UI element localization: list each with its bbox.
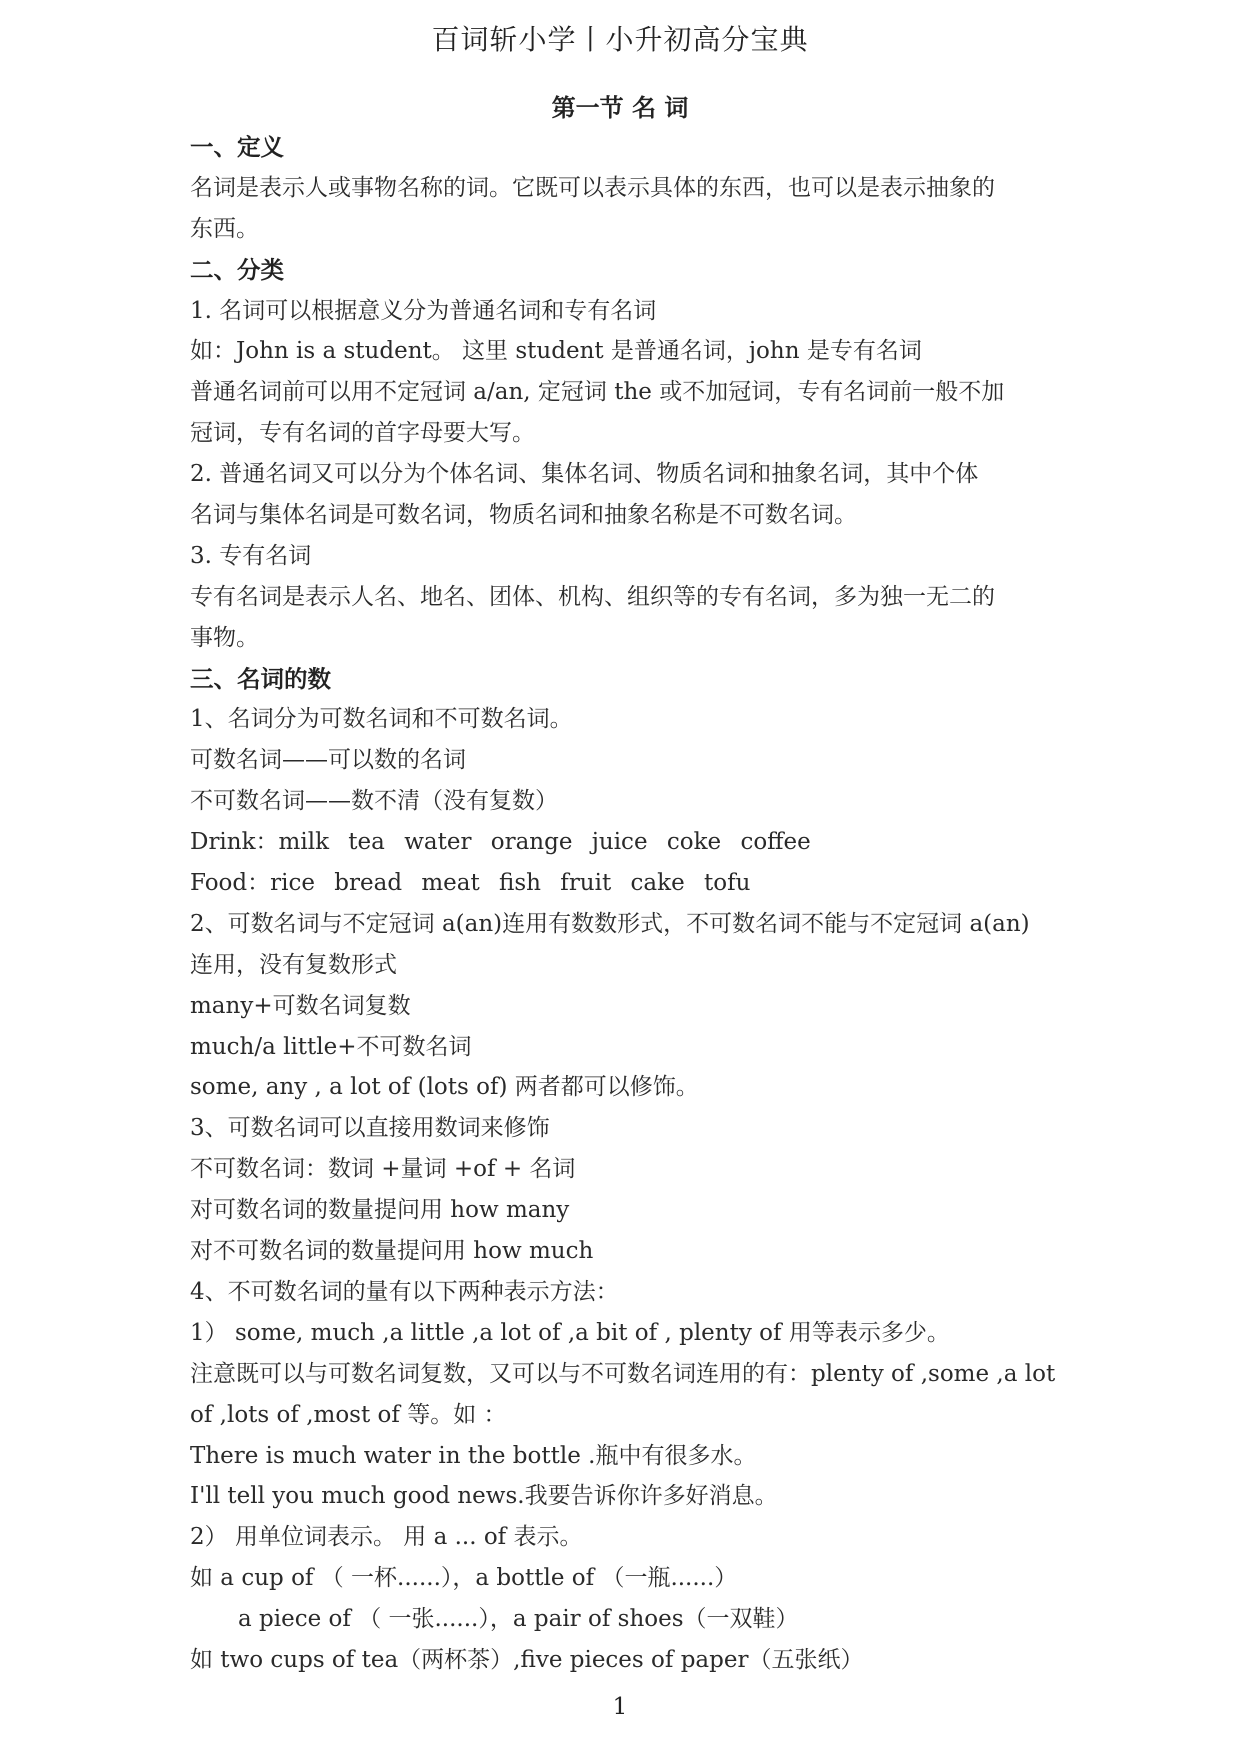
document-body [190, 127, 1062, 1681]
food-examples: Food：rice bread meat fish fruit cake tofu [190, 870, 751, 897]
paragraph-line: of ,lots of ,most of 等。如 ： [190, 1401, 507, 1428]
paragraph-line: 如：John is a student。 这里 student 是普通名词，john 是专有名词 [190, 338, 922, 365]
heading-classification: 二、分类 [190, 255, 284, 284]
heading-definition: 一、定义 [190, 133, 284, 161]
paragraph-line: 不可数名词——数不清（没有复数） [190, 788, 558, 815]
example-sentence: There is much water in the bottle .瓶中有很多水。 [190, 1442, 757, 1469]
paragraph-line: 名词是表示人或事物名称的词。它既可以表示具体的东西，也可以是表示抽象的 [190, 174, 995, 201]
heading-noun-number: 三、名词的数 [190, 664, 331, 693]
paragraph-line: 2、可数名词与不定冠词 a(an)连用有数数形式，不可数名词不能与不定冠词 a(an) [190, 910, 1030, 937]
unit-example-line: 如 a cup of （ 一杯......），a bottle of （一瓶......） [190, 1565, 738, 1592]
paragraph-line: 3、可数名词可以直接用数词来修饰 [190, 1115, 550, 1142]
unit-example-line: 如 two cups of tea（两杯茶）,five pieces of paper（五张纸） [190, 1646, 864, 1673]
paragraph-line: 事物。 [190, 624, 259, 651]
paragraph-line: 1、名词分为可数名词和不可数名词。 [190, 706, 573, 733]
example-sentence: I'll tell you much good news.我要告诉你许多好消息。 [190, 1483, 778, 1510]
unit-example-line: a piece of （ 一张......），a pair of shoes（一双鞋） [238, 1606, 799, 1633]
document-header: 百词斩小学丨小升初高分宝典 [431, 23, 809, 56]
paragraph-line: 3. 专有名词 [190, 542, 312, 569]
paragraph-line: 4、不可数名词的量有以下两种表示方法： [190, 1278, 619, 1305]
paragraph-line: some, any , a lot of (lots of) 两者都可以修饰。 [190, 1074, 699, 1101]
paragraph-line: 冠词，专有名词的首字母要大写。 [190, 420, 535, 447]
paragraph-line: 2. 普通名词又可以分为个体名词、集体名词、物质名词和抽象名词，其中个体 [190, 461, 979, 488]
paragraph-line: 东西。 [190, 215, 259, 242]
paragraph-line: 普通名词前可以用不定冠词 a/an, 定冠词 the 或不加冠词，专有名词前一般不加 [190, 379, 1005, 406]
section-title: 第一节 名 词 [551, 93, 689, 122]
paragraph-line: 连用，没有复数形式 [190, 951, 397, 978]
page-number: 1 [612, 1694, 628, 1720]
paragraph-line: much/a little+不可数名词 [190, 1033, 472, 1060]
paragraph-line: many+可数名词复数 [190, 992, 411, 1019]
paragraph-line: 专有名词是表示人名、地名、团体、机构、组织等的专有名词，多为独一无二的 [190, 583, 995, 610]
paragraph-line: 不可数名词：数词 +量词 +of + 名词 [190, 1156, 576, 1183]
paragraph-line: 名词与集体名词是可数名词，物质名词和抽象名称是不可数名词。 [190, 502, 857, 529]
paragraph-line: 注意既可以与可数名词复数，又可以与不可数名词连用的有：plenty of ,some ,a lot [190, 1360, 1056, 1387]
paragraph-line: 可数名词——可以数的名词 [190, 747, 466, 774]
paragraph-line: 对可数名词的数量提问用 how many [190, 1197, 570, 1224]
paragraph-line: 对不可数名词的数量提问用 how much [190, 1238, 594, 1265]
drink-examples: Drink：milk tea water orange juice coke coffee [190, 829, 811, 856]
paragraph-line: 1. 名词可以根据意义分为普通名词和专有名词 [190, 297, 657, 324]
paragraph-line: 2） 用单位词表示。 用 a ... of 表示。 [190, 1524, 583, 1551]
paragraph-line: 1） some, much ,a little ,a lot of ,a bit of , plenty of 用等表示多少。 [190, 1319, 950, 1346]
